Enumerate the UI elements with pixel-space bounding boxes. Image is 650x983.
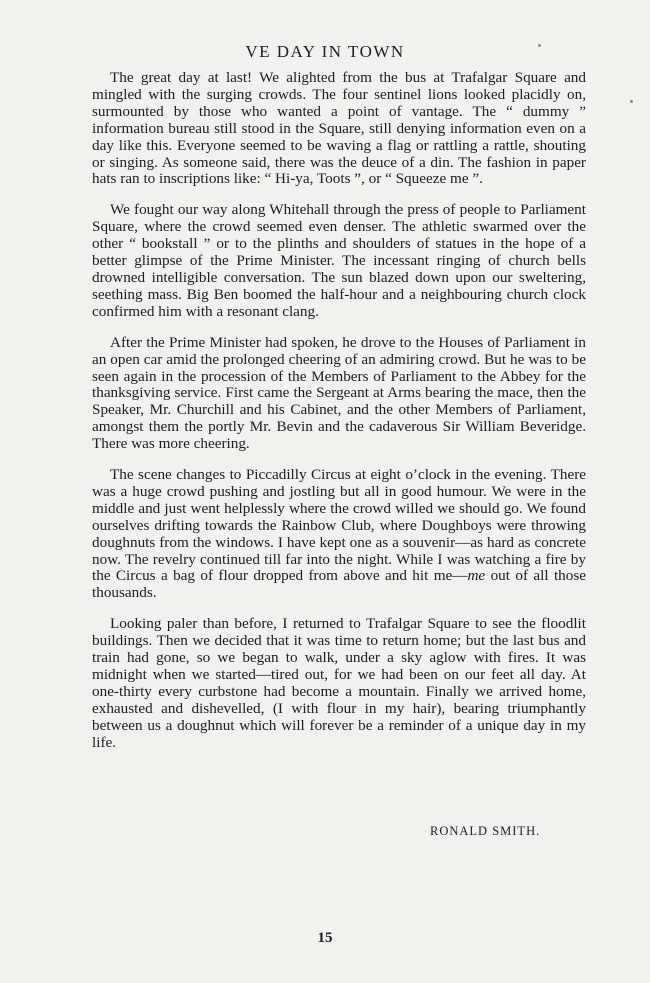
paragraph-4-text: The scene changes to Piccadilly Circus at eight o’clock in the evening. There was a huge crowd pushing and jostling but all in good humour. We were in the middle and just went helplessly where the crowd willed we should go. We found ourselves drifting towards the Rainbow Club, where Doughboys were throwing doughnuts from the windows. I have kept one as a souvenir—as hard as concrete now. The revelry continued till far into the night. While I was watching a fire by the Circus a bag of flour dropped from above and hit me— (92, 466, 586, 585)
paragraph-2: We fought our way along Whitehall through the press of people to Parliament Square, where the crowd seemed even denser. The athletic swarmed over the other “ bookstall ” or to the plinths and shoulders of statues in the hope of a better glimpse of the Prime Minister. The incessant ringing of church bells drowned intelligible conversation. The sun blazed down upon our sweltering, seething mass. Big Ben boomed the half-hour and a neighbouring church clock confirmed him with a resonant clang. (92, 201, 586, 320)
emphasis-word: me (467, 567, 486, 585)
paragraph-3: After the Prime Minister had spoken, he drove to the Houses of Parliament in an open car amid the prolonged cheering of an admiring crowd. But he was to be seen again in the procession of the Members of Parliament to the Abbey for the thanksgiving service. First came the Sergeant at Arms bearing the mace, then the Speaker, Mr. Churchill and his Cabinet, and the other Members of Parliament, amongst them the portly Mr. Bevin and the cadaverous Sir William Beveridge. There was more cheering. (92, 333, 586, 453)
author-signature: RONALD SMITH. (430, 824, 541, 838)
paragraph-4-tail: out of all those thousands. (92, 567, 586, 602)
page-number: 15 (317, 930, 333, 946)
paragraph-4 (92, 467, 586, 602)
paragraph-1: The great day at last! We alighted from the bus at Trafalgar Square and mingled with the surging crowds. The four sentinel lions looked placidly on, surmounted by those who wanted a point of vantage. The “ dummy ” information bureau still stood in the Square, still denying information even on a day like this. Everyone seemed to be waving a flag or rattling a rattle, shouting or singing. As someone said, there was the deuce of a din. The fashion in paper hats ran to inscriptions like: “ Hi-ya, Toots ”, or “ Squeeze me ”. (92, 69, 586, 188)
paragraph-5: Looking paler than before, I returned to Trafalgar Square to see the floodlit buildings. Then we decided that it was time to return home; but the last bus and train had gone, so we began to walk, under a sky aglow with fires. It was midnight when we started—tired out, for we had been on our feet all day. At one-thirty every curbstone had become a mountain. Finally we arrived home, exhausted and dishevelled, (I with flour in my hair), bearing triumphantly between us a doughnut which will forever be a reminder of a unique day in my life. (92, 615, 586, 751)
scan-speck (630, 100, 633, 103)
scan-speck (538, 44, 541, 47)
article-title: VE DAY IN TOWN (245, 42, 405, 61)
article-body (92, 70, 586, 766)
